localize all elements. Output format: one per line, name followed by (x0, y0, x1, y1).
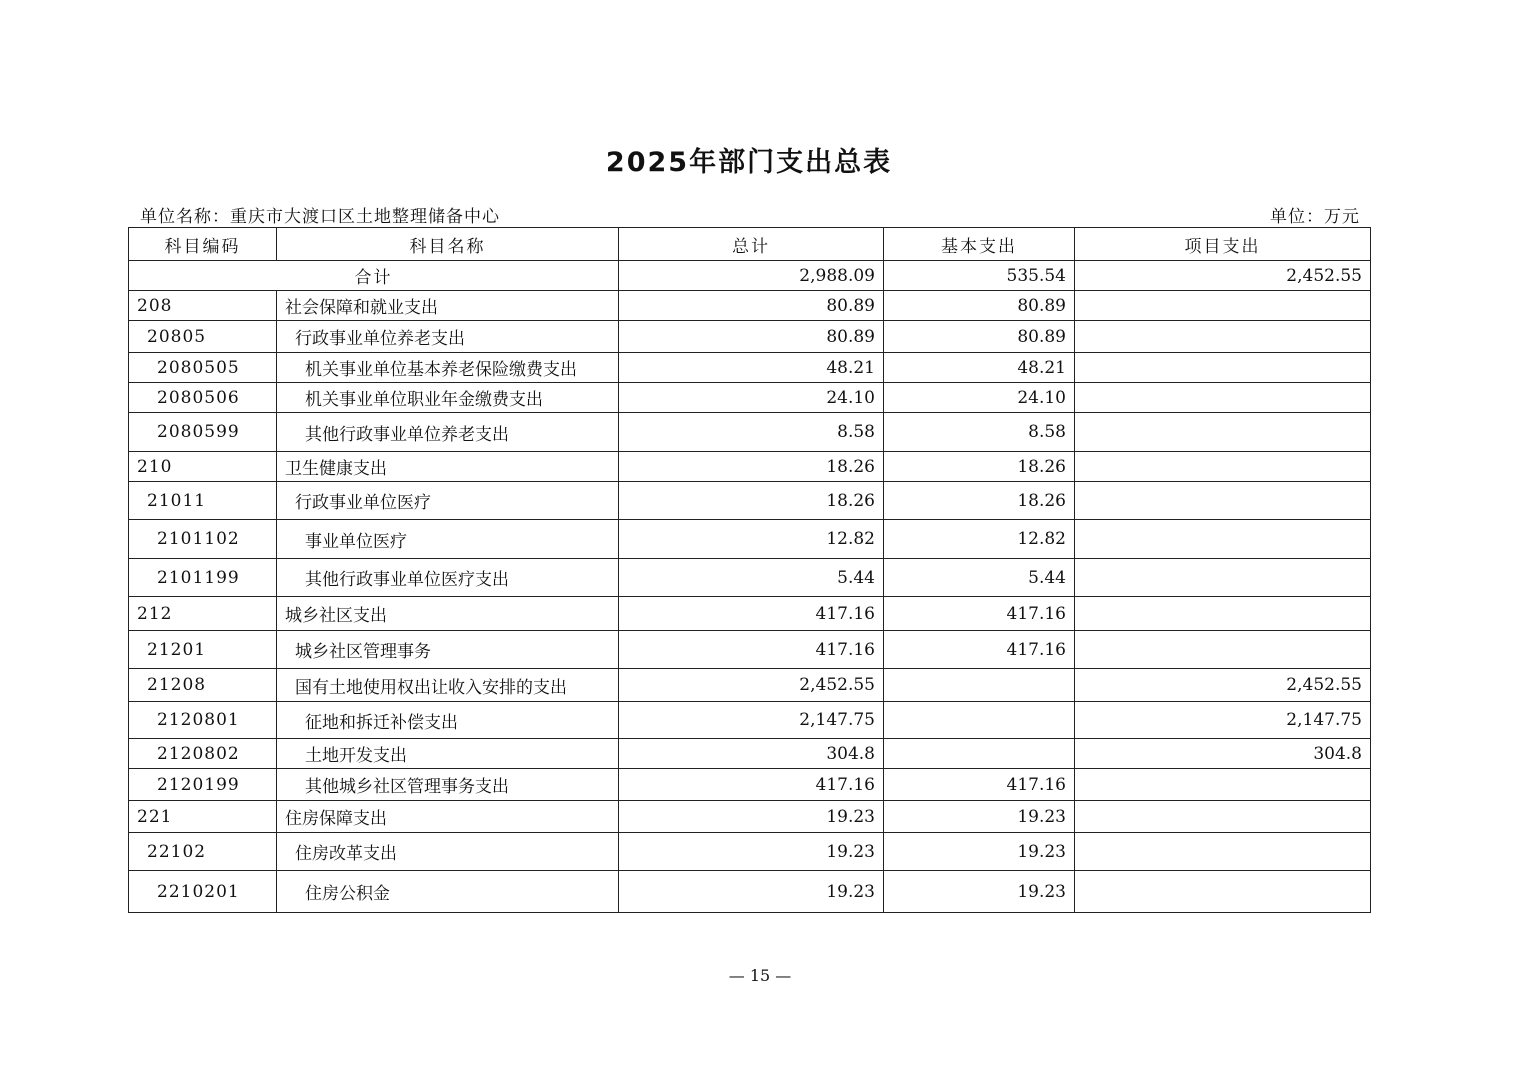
header-total: 总计 (619, 228, 884, 261)
row-total: 12.82 (619, 520, 884, 559)
row-total: 19.23 (619, 801, 884, 833)
row-total: 417.16 (619, 631, 884, 669)
row-basic: 18.26 (884, 482, 1075, 520)
row-code: 2080505 (129, 353, 277, 383)
row-name: 行政事业单位养老支出 (277, 321, 619, 353)
row-project: 304.8 (1075, 739, 1371, 769)
row-project (1075, 520, 1371, 559)
row-project (1075, 597, 1371, 631)
row-basic: 18.26 (884, 452, 1075, 482)
row-project: 2,452.55 (1075, 669, 1371, 702)
row-name: 其他行政事业单位医疗支出 (277, 559, 619, 597)
row-project (1075, 871, 1371, 913)
total-project: 2,452.55 (1075, 261, 1371, 291)
row-basic: 80.89 (884, 291, 1075, 321)
row-code: 22102 (129, 833, 277, 871)
row-name: 土地开发支出 (277, 739, 619, 769)
row-name: 城乡社区支出 (277, 597, 619, 631)
row-project (1075, 452, 1371, 482)
row-name: 社会保障和就业支出 (277, 291, 619, 321)
row-project (1075, 413, 1371, 452)
row-project (1075, 383, 1371, 413)
row-project (1075, 833, 1371, 871)
row-basic: 417.16 (884, 597, 1075, 631)
row-code: 2080506 (129, 383, 277, 413)
total-amount: 2,988.09 (619, 261, 884, 291)
row-code: 2101199 (129, 559, 277, 597)
row-basic: 5.44 (884, 559, 1075, 597)
table-row (129, 559, 1371, 597)
row-total: 24.10 (619, 383, 884, 413)
table-row (129, 833, 1371, 871)
total-row (129, 261, 1371, 291)
row-basic: 19.23 (884, 871, 1075, 913)
table-row (129, 413, 1371, 452)
row-code: 21208 (129, 669, 277, 702)
header-project: 项目支出 (1075, 228, 1371, 261)
row-total: 18.26 (619, 452, 884, 482)
row-basic: 417.16 (884, 631, 1075, 669)
row-project (1075, 801, 1371, 833)
row-total: 18.26 (619, 482, 884, 520)
table-row (129, 702, 1371, 739)
row-name: 行政事业单位医疗 (277, 482, 619, 520)
row-total: 417.16 (619, 597, 884, 631)
row-project (1075, 353, 1371, 383)
row-total: 2,452.55 (619, 669, 884, 702)
row-basic (884, 702, 1075, 739)
row-total: 19.23 (619, 833, 884, 871)
row-code: 208 (129, 291, 277, 321)
row-project (1075, 291, 1371, 321)
row-total: 8.58 (619, 413, 884, 452)
row-code: 2080599 (129, 413, 277, 452)
row-total: 417.16 (619, 769, 884, 801)
row-code: 21011 (129, 482, 277, 520)
table-row (129, 353, 1371, 383)
page-title: 2025年部门支出总表 (605, 147, 893, 178)
row-project (1075, 631, 1371, 669)
row-basic: 417.16 (884, 769, 1075, 801)
header-name: 科目名称 (277, 228, 619, 261)
unit-name-label: 单位名称：重庆市大渡口区土地整理储备中心 (140, 207, 500, 227)
row-name: 城乡社区管理事务 (277, 631, 619, 669)
row-basic (884, 739, 1075, 769)
row-project (1075, 769, 1371, 801)
row-basic: 19.23 (884, 801, 1075, 833)
table-row (129, 452, 1371, 482)
table-header-row (129, 228, 1371, 261)
row-basic (884, 669, 1075, 702)
table-row (129, 383, 1371, 413)
table-row (129, 321, 1371, 353)
row-name: 机关事业单位职业年金缴费支出 (277, 383, 619, 413)
page-number: — 15 — (728, 966, 792, 985)
header-code: 科目编码 (129, 228, 277, 261)
row-name: 住房改革支出 (277, 833, 619, 871)
row-name: 机关事业单位基本养老保险缴费支出 (277, 353, 619, 383)
table-row (129, 871, 1371, 913)
row-name: 事业单位医疗 (277, 520, 619, 559)
row-code: 2210201 (129, 871, 277, 913)
row-total: 80.89 (619, 291, 884, 321)
row-total: 80.89 (619, 321, 884, 353)
expenditure-table (128, 227, 1371, 913)
row-basic: 8.58 (884, 413, 1075, 452)
row-basic: 12.82 (884, 520, 1075, 559)
row-name: 住房保障支出 (277, 801, 619, 833)
total-basic: 535.54 (884, 261, 1075, 291)
row-name: 国有土地使用权出让收入安排的支出 (277, 669, 619, 702)
row-basic: 48.21 (884, 353, 1075, 383)
row-basic: 19.23 (884, 833, 1075, 871)
row-project (1075, 559, 1371, 597)
table-row (129, 669, 1371, 702)
row-total: 48.21 (619, 353, 884, 383)
row-project (1075, 482, 1371, 520)
row-code: 2120199 (129, 769, 277, 801)
row-basic: 80.89 (884, 321, 1075, 353)
table-row (129, 739, 1371, 769)
row-code: 2120801 (129, 702, 277, 739)
row-total: 5.44 (619, 559, 884, 597)
row-code: 2101102 (129, 520, 277, 559)
row-code: 210 (129, 452, 277, 482)
table-row (129, 631, 1371, 669)
row-code: 21201 (129, 631, 277, 669)
row-name: 征地和拆迁补偿支出 (277, 702, 619, 739)
table-row (129, 801, 1371, 833)
row-code: 212 (129, 597, 277, 631)
header-basic: 基本支出 (884, 228, 1075, 261)
table-row (129, 597, 1371, 631)
row-project (1075, 321, 1371, 353)
row-total: 304.8 (619, 739, 884, 769)
row-total: 2,147.75 (619, 702, 884, 739)
row-code: 2120802 (129, 739, 277, 769)
table-row (129, 769, 1371, 801)
row-name: 其他行政事业单位养老支出 (277, 413, 619, 452)
table-row (129, 520, 1371, 559)
total-label: 合计 (129, 261, 619, 291)
row-project: 2,147.75 (1075, 702, 1371, 739)
row-basic: 24.10 (884, 383, 1075, 413)
row-code: 221 (129, 801, 277, 833)
currency-unit-label: 单位：万元 (1270, 207, 1360, 227)
row-name: 卫生健康支出 (277, 452, 619, 482)
row-name: 其他城乡社区管理事务支出 (277, 769, 619, 801)
row-total: 19.23 (619, 871, 884, 913)
row-name: 住房公积金 (277, 871, 619, 913)
row-code: 20805 (129, 321, 277, 353)
table-row (129, 482, 1371, 520)
table-row (129, 291, 1371, 321)
